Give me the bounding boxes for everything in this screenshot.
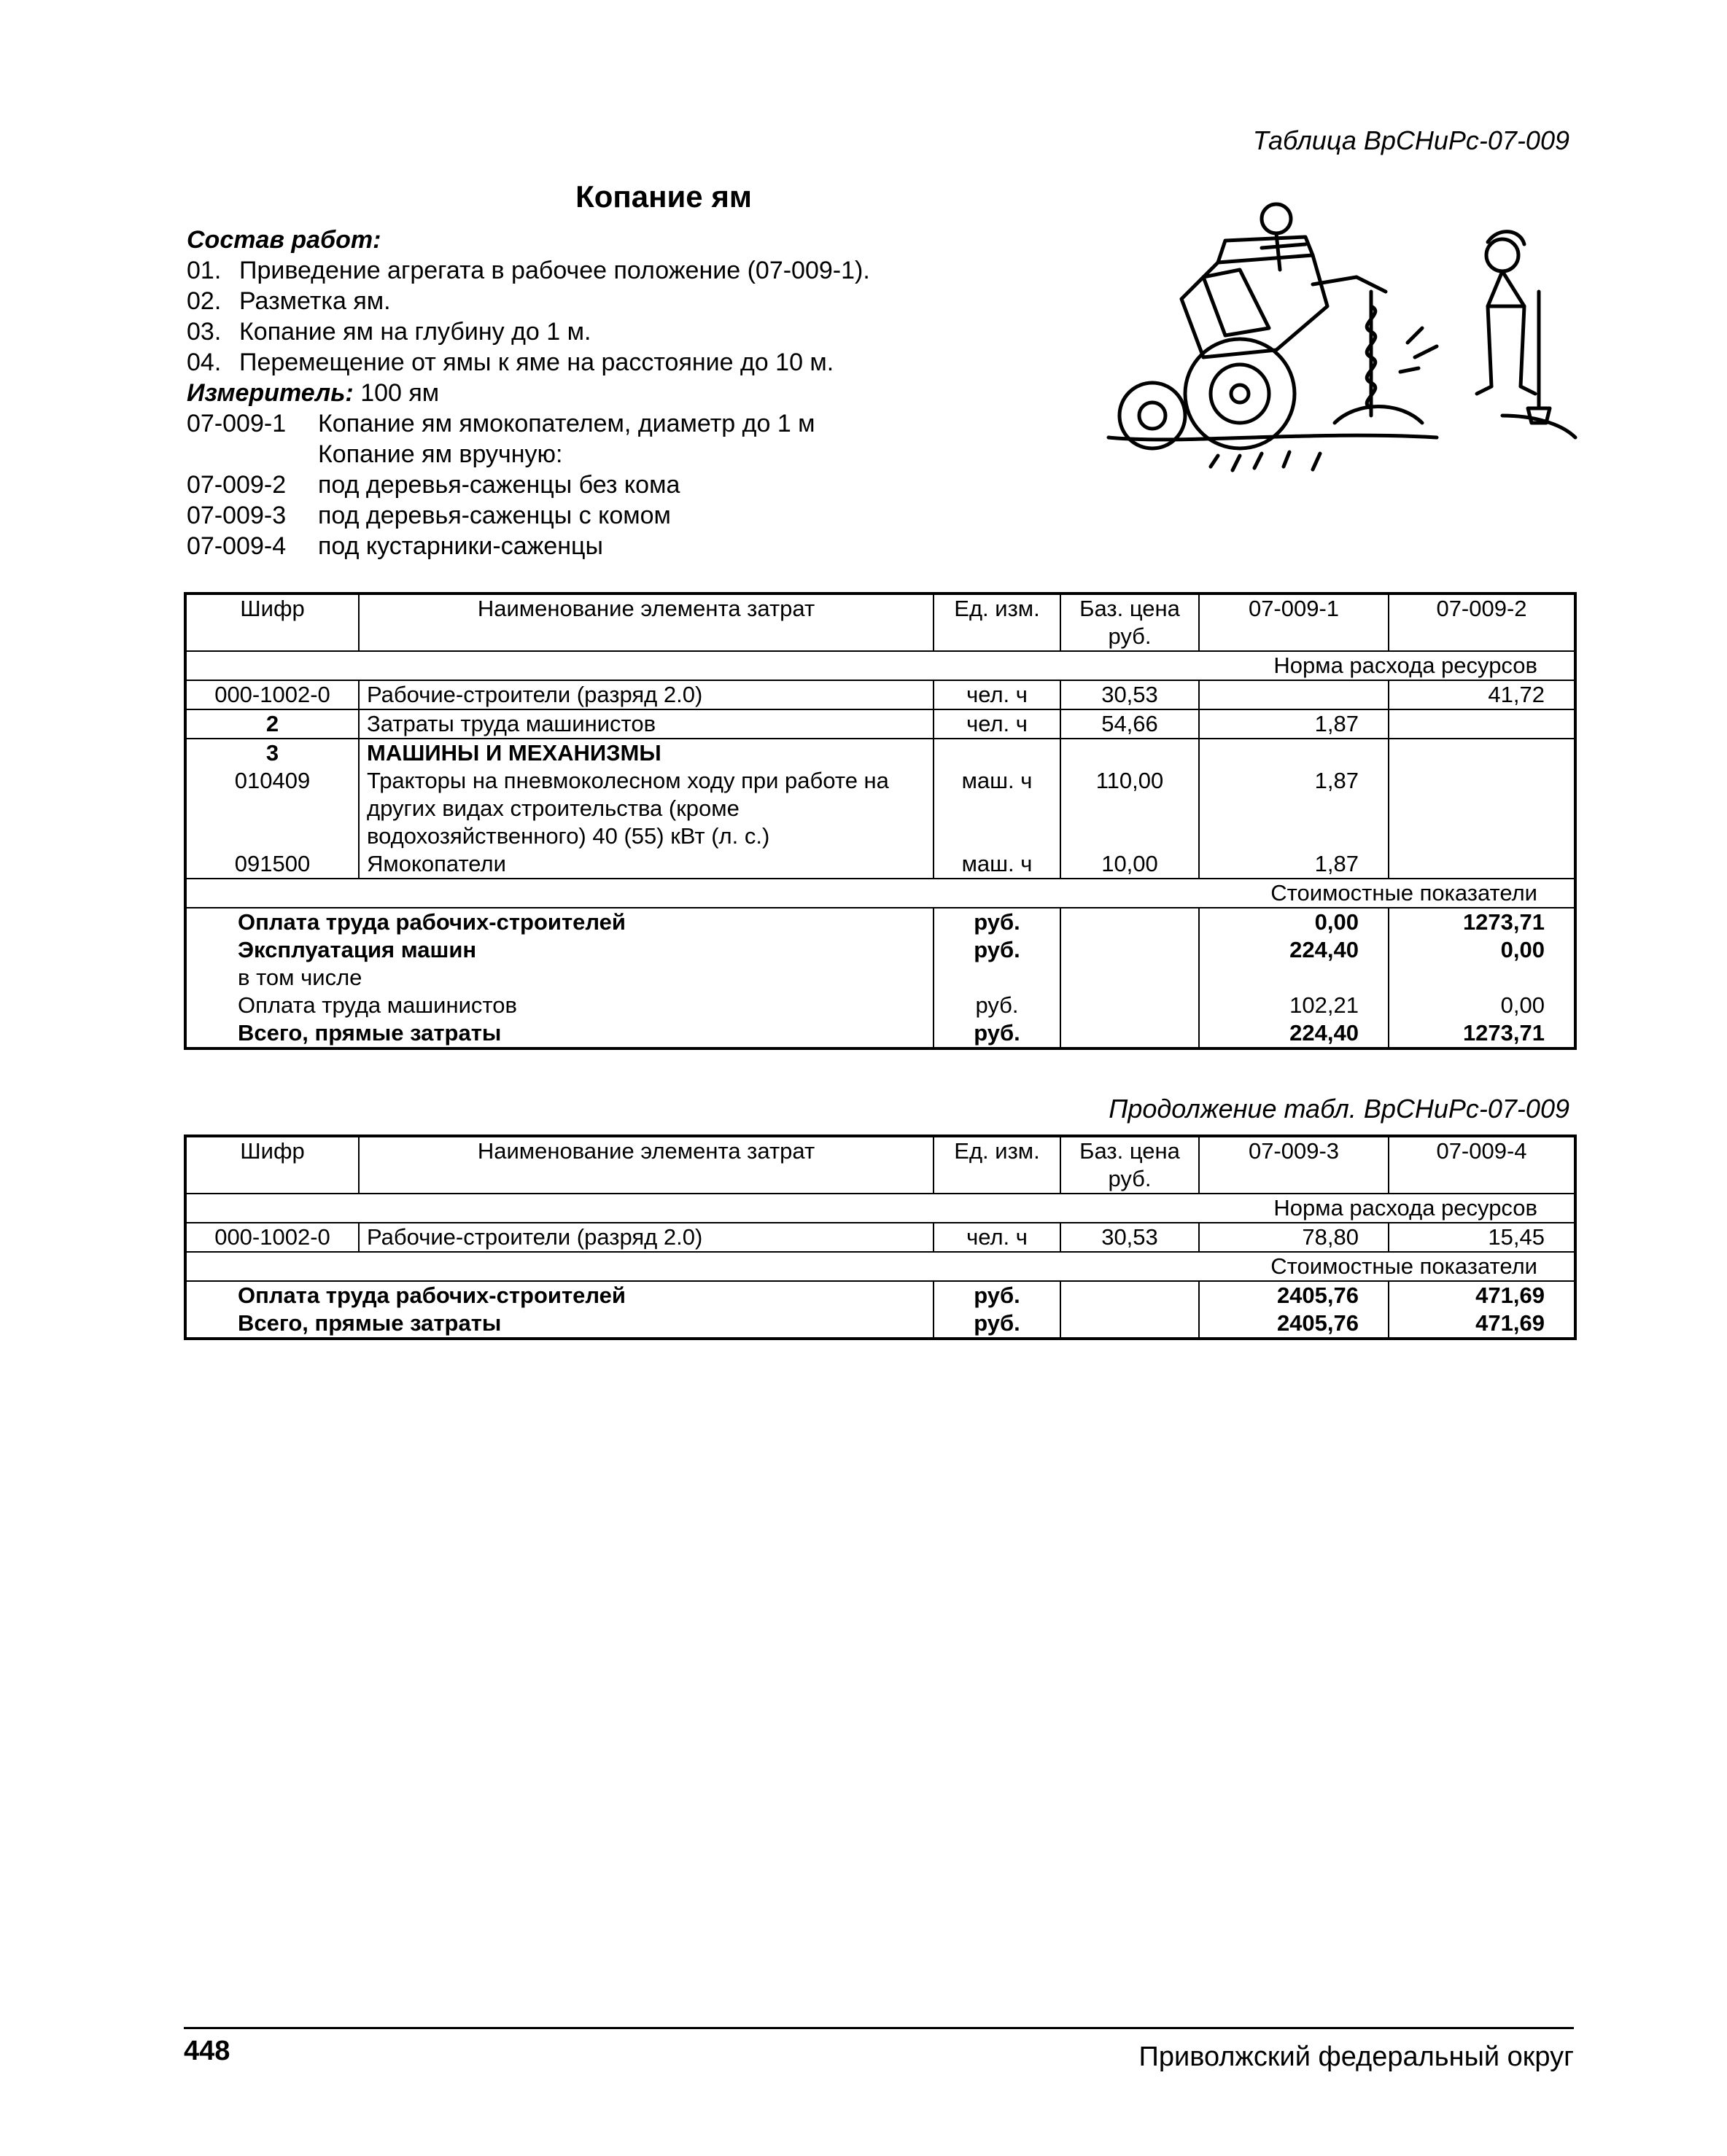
- composition-item: 02. Разметка ям.: [187, 287, 391, 315]
- cost-section-label: Стоимостные показатели: [185, 879, 1575, 908]
- header-col-b: 07-009-2: [1389, 594, 1575, 651]
- composition-item: 01. Приведение агрегата в рабочее положение (07-009-1).: [187, 257, 870, 284]
- section-row: [185, 651, 1575, 680]
- resource-table-2: [184, 1135, 1577, 1340]
- tractor-illustration: [1094, 197, 1583, 489]
- header-name: Наименование элемента затрат: [359, 594, 934, 651]
- header-col-b: 07-009-4: [1389, 1136, 1575, 1194]
- table-row: 010409 Тракторы на пневмоколесном ходу при работе на других видах строительства (кроме водохозяйственного) 40 (55) кВт (л. с.) маш. ч 110,00 1,87: [185, 767, 1575, 850]
- header-price: Баз. цена руб.: [1060, 594, 1199, 651]
- header-col-a: 07-009-1: [1199, 594, 1389, 651]
- code-item: 07-009-4 под кустарники-саженцы: [187, 532, 603, 560]
- table-row: 000-1002-0 Рабочие-строители (разряд 2.0) чел. ч 30,53 78,80 15,45: [185, 1223, 1575, 1252]
- header-name: Наименование элемента затрат: [359, 1136, 934, 1194]
- header-code: Шифр: [185, 1136, 359, 1194]
- header-unit: Ед. изм.: [934, 1136, 1060, 1194]
- table-row: 000-1002-0 Рабочие-строители (разряд 2.0) чел. ч 30,53 41,72: [185, 680, 1575, 709]
- cost-row: Оплата труда рабочих-строителей руб. 2405,76 471,69: [185, 1281, 1575, 1309]
- page-number: 448: [184, 2036, 230, 2066]
- code-item: 07-009-2 под деревья-саженцы без кома: [187, 471, 680, 499]
- composition-item: 03. Копание ям на глубину до 1 м.: [187, 318, 591, 346]
- page-title: Копание ям: [575, 179, 752, 214]
- code-item: 07-009-3 под деревья-саженцы с комом: [187, 502, 671, 529]
- resource-table-1: [184, 592, 1577, 1050]
- cost-section-label: Стоимостные показатели: [185, 1252, 1575, 1281]
- cost-row: Всего, прямые затраты руб. 224,40 1273,71: [185, 1019, 1575, 1048]
- code-item: 07-009-1 Копание ям ямокопателем, диаметр до 1 м: [187, 410, 815, 437]
- norm-section-label: Норма расхода ресурсов: [185, 1194, 1575, 1223]
- cost-row: Всего, прямые затраты руб. 2405,76 471,69: [185, 1309, 1575, 1339]
- table-row: 091500 Ямокопатели маш. ч 10,00 1,87: [185, 850, 1575, 879]
- cost-row: Оплата труда машинистов руб. 102,21 0,00: [185, 992, 1575, 1019]
- header-col-a: 07-009-3: [1199, 1136, 1389, 1194]
- section-row: [185, 879, 1575, 908]
- table-row: 2 Затраты труда машинистов чел. ч 54,66 1,87: [185, 709, 1575, 739]
- cost-row: Оплата труда рабочих-строителей руб. 0,00 1273,71: [185, 908, 1575, 936]
- region-name: Приволжский федеральный округ: [1138, 2042, 1574, 2072]
- cost-row: в том числе: [185, 964, 1575, 992]
- header-code: Шифр: [185, 594, 359, 651]
- measure-line: Измеритель: 100 ям: [187, 379, 440, 407]
- table-header-row: [185, 1136, 1575, 1194]
- section-row: [185, 1194, 1575, 1223]
- norm-section-label: Норма расхода ресурсов: [185, 651, 1575, 680]
- table-reference: Таблица ВрСНиРс-07-009: [1252, 125, 1569, 155]
- code-item: Копание ям вручную:: [318, 440, 563, 468]
- composition-item: 04. Перемещение от ямы к яме на расстояние до 10 м.: [187, 349, 834, 376]
- section-row: [185, 1252, 1575, 1281]
- header-price: Баз. цена руб.: [1060, 1136, 1199, 1194]
- composition-label: Состав работ:: [187, 226, 381, 254]
- table-row: 3 МАШИНЫ И МЕХАНИЗМЫ: [185, 739, 1575, 767]
- cost-row: Эксплуатация машин руб. 224,40 0,00: [185, 936, 1575, 964]
- work-description: [187, 225, 870, 561]
- footer-divider: [184, 2027, 1574, 2029]
- table-header-row: [185, 594, 1575, 651]
- header-unit: Ед. изм.: [934, 594, 1060, 651]
- continuation-reference: Продолжение табл. ВрСНиРс-07-009: [1109, 1094, 1569, 1124]
